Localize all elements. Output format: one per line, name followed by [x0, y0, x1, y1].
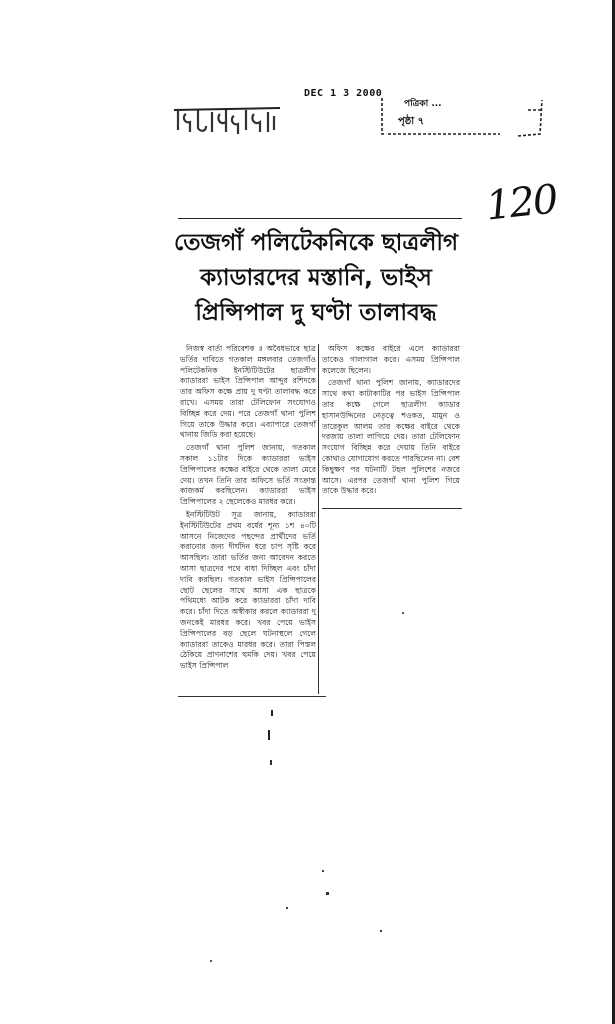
article-headline: তেজগাঁ পলিটেকনিকে ছাত্রলীগ ক্যাডারদের মস্তানি, ভাইস প্রিন্সিপাল দু ঘণ্টা তালাবদ্ধ: [173, 230, 459, 326]
column-left-paragraph: নিজস্ব বার্তা পরিবেশক ॥ অবৈধভাবে ছাত্র ভর্তির দাবিতে গতকাল মঙ্গলবার তেজগাঁও পলিটেকনিক ইনস্টিটিউটের ছাত্রলীগ ক্যাডাররা ভাইস প্রিন্সিপাল আব্দুর রশিদকে তার অফিস কক্ষে প্রায় দু ঘণ্টা তালাবদ্ধ করে রাখে। এসময় তারা টেলিফোন সংযোগও বিচ্ছিন্ন করে দেয়। পরে তেজগাঁ থানা পুলিশ গিয়ে তাকে উদ্ধার করে। এব্যাপারে তেজগাঁ থানায় জিডি করা হয়েছে।: [180, 344, 316, 440]
column-left-paragraph: ইনস্টিটিউট সূত্র জানায়, ক্যাডাররা ইনস্টিটিউটের প্রথম বর্ষের শূন্য ১শ ৪০টি আসনে নিজেদের পছন্দের প্রার্থীদের ভর্তি করানোর জন্য দীর্ঘদিন ধরে চাপ সৃষ্টি করে আসছিল। তারা ভর্তির জন্য আবেদন করতে আসা ছাত্রদের পথে বাধা দিচ্ছিল এবং চাঁদা দাবি করছিল। গতকাল ভাইস প্রিন্সিপালের ছোট ছেলের সাথে আসা এক ছাত্রকে পথিমধ্যে আটক করে ক্যাডাররা চাঁদা দাবি করে। চাঁদা দিতে অস্বীকার করলে ক্যাডাররা দু জনকেই মারধর করে। খবর পেয়ে ভাইস প্রিন্সিপালের বড় ছেলে ঘটনাস্থলে গেলে ক্যাডাররা তাকেও মারধর করে। তারা পিস্তল ঠেকিয়ে প্রাণনাশের হুমকি দেয়। খবর পেয়ে ভাইস প্রিন্সিপাল: [180, 509, 316, 671]
reference-page: পৃষ্ঠা ৭: [398, 116, 425, 127]
column-right-paragraph: অফিস কক্ষের বাইরে এলে ক্যাডাররা তাকেও গালাগাল করে। এসময় প্রিন্সিপাল কলেজে ছিলেন।: [322, 344, 460, 375]
column-left-paragraph: তেজগাঁ থানা পুলিশ জানায়, গতকাল সকাল ১১টার দিকে ক্যাডাররা ভাইস প্রিন্সিপালের কক্ষের বাইরে থেকে তালা মেরে দেয়। তখন তিনি তার অফিসে ভর্তি সংক্রান্ত কাজকর্ম করছিলেন। ক্যাডাররা ভাইস প্রিন্সিপালের ২ ছেলেকেও মারধর করে।: [180, 443, 316, 507]
handwritten-page-number: 120: [483, 176, 559, 230]
reference-label: পত্রিকা ...: [404, 99, 442, 109]
date-stamp: DEC 1 3 2000: [304, 88, 383, 99]
column-right-paragraph: তেজগাঁ থানা পুলিশ জানায়, ক্যাডারদের সাথে কথা কাটাকাটির পর ভাইস প্রিন্সিপাল তার কক্ষে গেলে ছাত্রলীগ ক্যাডার হাসানউদ্দিনের নেতৃত্বে শওকত, মামুন ও তারেকুল আলম তার কক্ষের বাইরে থেকে দরজায় তালা লাগিয়ে দেয়। তারা টেলিফোন সংযোগ বিচ্ছিন্ন করে দেয়ায় তিনি বাইরে কোথাও যোগাযোগ করতে পারছিলেন না। বেশ কিছুক্ষণ পর ঘটনাটি টহল পুলিশের নজরে আসে। এরপর তেজগাঁ থানা পুলিশ গিয়ে তাকে উদ্ধার করে।: [322, 378, 460, 496]
